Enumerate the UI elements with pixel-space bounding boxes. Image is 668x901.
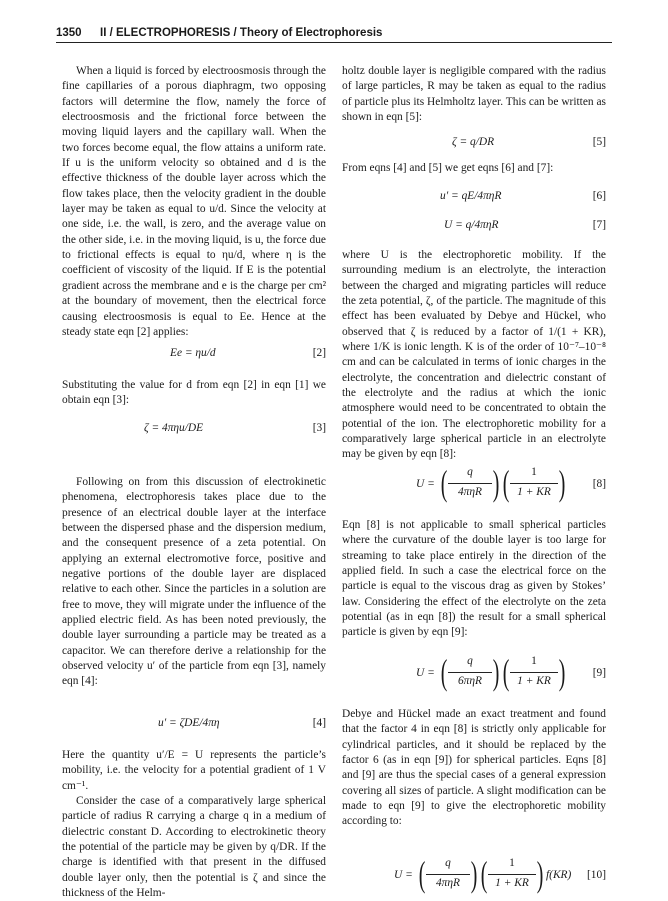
paragraph: Here the quantity u′/E = U represents the particle’s mobility, i.e. the velocity for a potential gradient of 1 V cm⁻¹. bbox=[62, 749, 326, 792]
paragraph: Consider the case of a comparatively large spherical particle of radius R carrying a charge q in a medium of dielectric constant D. According to electrokinetic theory the potential of the particle may be given by q/DR. If the charge is identified with that present in the diffused double layer only, then the potential is ζ and since the thickness of the Helm- bbox=[62, 795, 326, 900]
numerator: q bbox=[467, 466, 473, 478]
paragraph: Substituting the value for d from eqn [2] in eqn [1] we obtain eqn [3]: bbox=[62, 379, 326, 407]
denominator: 6πηR bbox=[457, 675, 482, 687]
equation-lhs: U = bbox=[394, 869, 413, 881]
equation-expression: U = q/4πηR bbox=[444, 219, 499, 231]
equation-number: [4] bbox=[312, 717, 326, 729]
fraction bbox=[418, 855, 478, 897]
page-number: 1350 bbox=[56, 27, 82, 39]
left-paren: ( bbox=[418, 854, 426, 894]
denominator: 1 + KR bbox=[495, 877, 529, 889]
equation-4 bbox=[62, 716, 326, 732]
left-paren: ( bbox=[502, 652, 510, 692]
equation-3 bbox=[62, 421, 326, 437]
numerator: 1 bbox=[531, 466, 537, 478]
equation-number: [5] bbox=[592, 136, 606, 148]
equation-2 bbox=[62, 346, 326, 362]
equation-10 bbox=[342, 855, 606, 899]
equation-number: [3] bbox=[312, 422, 326, 434]
equation-lhs: U = bbox=[416, 478, 435, 490]
right-paren: ) bbox=[492, 463, 500, 503]
denominator: 4πηR bbox=[457, 486, 482, 498]
fraction bbox=[440, 464, 500, 506]
paragraph: Eqn [8] is not applicable to small spherical particles where the curvature of the double layer is too large for streaming to take place entirely in the direction of the applied field. In such a case the electrical force on the particle is equal to the viscous drag as given by Stokes’ law. Considering the effect of the electrolyte on the zeta potential (as in eqn [8]) the result for a small spherical particle is given by eqn [9]: bbox=[342, 519, 606, 639]
denominator: 4πηR bbox=[435, 877, 460, 889]
right-paren: ) bbox=[558, 463, 566, 503]
equation-suffix: f(KR) bbox=[546, 869, 572, 881]
denominator: 1 + KR bbox=[517, 675, 551, 687]
paragraph: Following on from this discussion of electrokinetic phenomena, electrophoresis takes place due to the presence of an electrical double layer at the interface between the dispersed phase and the dispersion medium, and the consequent presence of a zeta potential. On applying an external electromotive force, positive and negative portions of the double layer are displaced relative to each other. Since the particles in a solution are free to move, they will migrate under the influence of the applied electric field. As has been noted previously, the double layer surrounding a particle may be treated as a capacitor. We can therefore derive a relationship for the observed velocity u′ of the particle from eqn [3], namely eqn [4]: bbox=[62, 476, 326, 688]
equation-number: [9] bbox=[592, 667, 606, 679]
numerator: q bbox=[467, 655, 473, 667]
equation-number: [2] bbox=[312, 347, 326, 359]
running-title: II / ELECTROPHORESIS / Theory of Electrophoresis bbox=[100, 27, 383, 39]
equation-number: [8] bbox=[592, 478, 606, 490]
left-paren: ( bbox=[440, 652, 448, 692]
numerator: 1 bbox=[509, 857, 515, 869]
page-header bbox=[56, 24, 612, 44]
fraction-bar bbox=[448, 483, 492, 484]
equation-expression: ζ = 4πηu/DE bbox=[144, 422, 204, 434]
numerator: q bbox=[445, 857, 451, 869]
equation-number: [7] bbox=[592, 219, 606, 231]
right-paren: ) bbox=[470, 854, 478, 894]
equation-7 bbox=[342, 218, 606, 234]
equation-lhs: U = bbox=[416, 667, 435, 679]
equation-expression: Ee = ηu/d bbox=[170, 347, 216, 359]
equation-6 bbox=[342, 189, 606, 205]
fraction-bar bbox=[448, 672, 492, 673]
right-paren: ) bbox=[492, 652, 500, 692]
left-paren: ( bbox=[440, 463, 448, 503]
fraction bbox=[480, 855, 544, 897]
right-paren: ) bbox=[536, 854, 544, 894]
left-column bbox=[62, 64, 326, 901]
equation-9 bbox=[342, 653, 606, 697]
numerator: 1 bbox=[531, 655, 537, 667]
right-column bbox=[342, 64, 606, 899]
left-paren: ( bbox=[480, 854, 488, 894]
paragraph: When a liquid is forced by electroosmosis through the fine capillaries of a porous diaphragm, two opposing factors will determine the flow, namely the force of electroosmosis and the frictional force between the moving liquid layers and the capillary wall. When the two forces become equal, the flow attains a uniform rate. If u is the uniform velocity so obtained and d is the effective thickness of the double layer across which the flow takes place, then the velocity gradient in the double layer may be taken as equal to u/d. Since the velocity at one side, i.e. the wall, is zero, and the average value on the other side, i.e. in the moving liquid, is u, the force due to frictional effects is equal to ηu/d, where η is the coefficient of viscosity of the liquid. If E is the potential gradient across the membrane and e is the charge per cm² at the boundary of movement, then the electrical force causing electroosmosis is equal to Ee. Hence at the steady state eqn [2] applies: bbox=[62, 65, 326, 338]
equation-expression: u′ = ζDE/4πη bbox=[158, 717, 220, 729]
fraction bbox=[502, 653, 566, 695]
left-paren: ( bbox=[502, 463, 510, 503]
equation-8 bbox=[342, 464, 606, 508]
equation-5 bbox=[342, 135, 606, 151]
fraction bbox=[440, 653, 500, 695]
fraction-bar bbox=[488, 874, 536, 875]
fraction-bar bbox=[510, 672, 558, 673]
paragraph: Debye and Hückel made an exact treatment and found that the factor 4 in eqn [8] is strictly only applicable for cylindrical particles, and it should be replaced by the factor 6 (as in eqn [9]) for spherical particles. Eqns [8] and [9] are thus the special cases of a general expression covering all sizes of particle. A slight modification can be made to eqn [9] to give the electrophoretic mobility according to: bbox=[342, 708, 606, 828]
equation-expression: ζ = q/DR bbox=[452, 136, 495, 148]
equation-number: [10] bbox=[587, 869, 606, 881]
paragraph: From eqns [4] and [5] we get eqns [6] and [7]: bbox=[342, 162, 554, 174]
header-rule bbox=[56, 42, 612, 43]
paragraph: where U is the electrophoretic mobility. If the surrounding medium is an electrolyte, the interaction between the charged and migrating particles will reduce the zeta potential, ζ, of the particle. The magnitude of this effect has been evaluated by Debye and Hückel, who observed that ζ is reduced by a factor of 1/(1 + KR), where 1/K is ionic length. K is of the order of 10⁻⁷–10⁻⁸ cm and can be calculated in terms of ionic charges in the electrolyte, the concentration and dielectric constant of the electrolyte and the radius at which the ionic atmosphere would need to be concentrated to obtain the potential of the ion. The electrophoretic mobility for a comparatively large spherical particle in an electrolyte may be given by eqn [8]: bbox=[342, 249, 606, 461]
denominator: 1 + KR bbox=[517, 486, 551, 498]
fraction bbox=[502, 464, 566, 506]
fraction-bar bbox=[510, 483, 558, 484]
equation-number: [6] bbox=[592, 190, 606, 202]
paragraph: holtz double layer is negligible compared with the radius of large particles, R may be taken as equal to the radius of particle plus its Helmholtz layer. This can be written as shown in eqn [5]: bbox=[342, 65, 606, 124]
equation-expression: u′ = qE/4πηR bbox=[440, 190, 502, 202]
fraction-bar bbox=[426, 874, 470, 875]
right-paren: ) bbox=[558, 652, 566, 692]
